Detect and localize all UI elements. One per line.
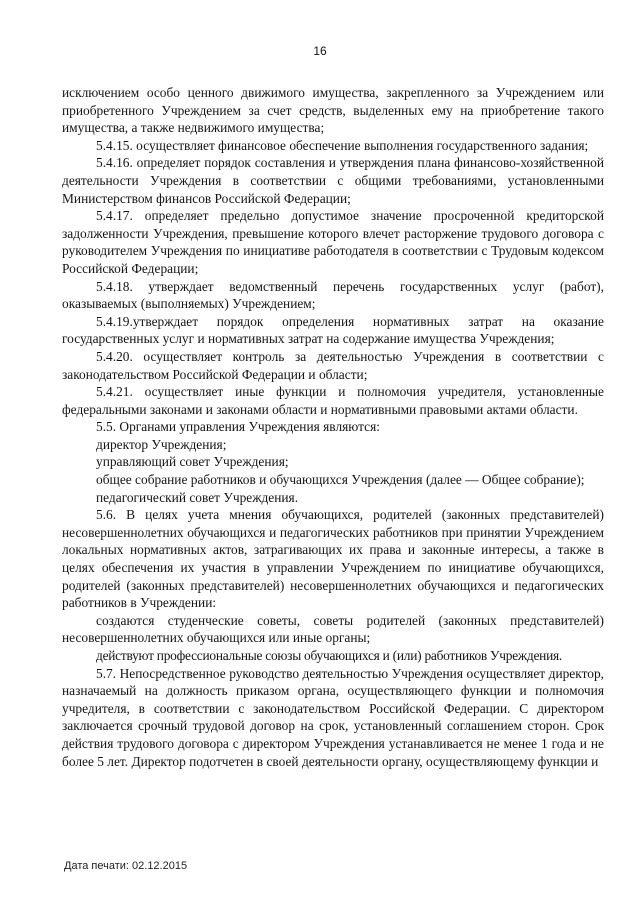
list-item: управляющий совет Учреждения; <box>96 454 289 470</box>
paragraph: 5.4.18. утверждает ведомственный перечень государственных услуг (работ), оказываемых (выполняемых) Учреждением; <box>62 278 604 312</box>
paragraph: 5.4.15. осуществляет финансовое обеспечение выполнения государственного задания; <box>96 137 589 153</box>
page-number: 16 <box>313 44 327 58</box>
paragraph: 5.4.20. осуществляет контроль за деятельностью Учреждения в соответствии с законодательством Российской Федерации и области; <box>62 348 604 382</box>
print-date: Дата печати: 02.12.2015 <box>64 860 188 872</box>
paragraph: 5.7. Непосредственное руководство деятельностью Учреждения осуществляет директор, назначаемый на должность приказом органа, осуществляющего функции и полномочия учредителя, в соответствии с законодательством Российской Федерации. С директором заключается срочный трудовой договор на срок, установленный соглашением сторон. Срок действия трудового договора с директором Учреждения устанавливается не менее 1 года и не более 5 лет. Директор подотчетен в своей деятельности органу, осуществляющему функции и <box>62 665 604 769</box>
list-item: действуют профессиональные союзы обучающихся и (или) работников Учреждения. <box>96 648 563 663</box>
paragraph: 5.4.17. определяет предельно допустимое значение просроченной кредиторской задолженности Учреждения, превышение которого влечет расторжение трудового договора с руководителем Учреждения по инициативе работодателя в соответствии с Трудовым кодексом Российской Федерации; <box>62 208 604 276</box>
list-item: директор Учреждения; <box>96 436 227 452</box>
paragraph: исключением особо ценного движимого имущества, закрепленного за Учреждением или приобретенного Учреждением за счет средств, выделенных ему на приобретение такого имущества, а также недвижимого имущества; <box>62 85 604 136</box>
paragraph: 5.6. В целях учета мнения обучающихся, родителей (законных представителей) несовершеннолетних обучающихся и педагогических работников при принятии Учреждением локальных нормативных актов, затрагивающих их права и законные интересы, а также в целях обеспечения их участия в управлении Учреждением по инициативе обучающихся, родителей (законных представителей) несовершеннолетних обучающихся и педагогических работников в Учреждении: <box>62 507 604 611</box>
paragraph: 5.4.16. определяет порядок составления и утверждения плана финансово-хозяйственной деятельности Учреждения в соответствии с общими требованиями, установленными Министерством финансов Российской Федерации; <box>62 155 604 206</box>
paragraph: 5.4.19.утверждает порядок определения нормативных затрат на оказание государственных услуг и нормативных затрат на содержание имущества Учреждения; <box>62 313 604 347</box>
list-item: создаются студенческие советы, советы родителей (законных представителей) несовершеннолетних обучающихся или иные органы; <box>62 612 604 646</box>
paragraph: 5.5. Органами управления Учреждения являются: <box>96 419 380 435</box>
document-body <box>62 84 604 770</box>
list-item: общее собрание работников и обучающихся Учреждения (далее — Общее собрание); <box>96 472 585 488</box>
list-item: педагогический совет Учреждения. <box>96 489 299 505</box>
paragraph: 5.4.21. осуществляет иные функции и полномочия учредителя, установленные федеральными законами и законами области и нормативными правовыми актами области. <box>62 384 604 417</box>
